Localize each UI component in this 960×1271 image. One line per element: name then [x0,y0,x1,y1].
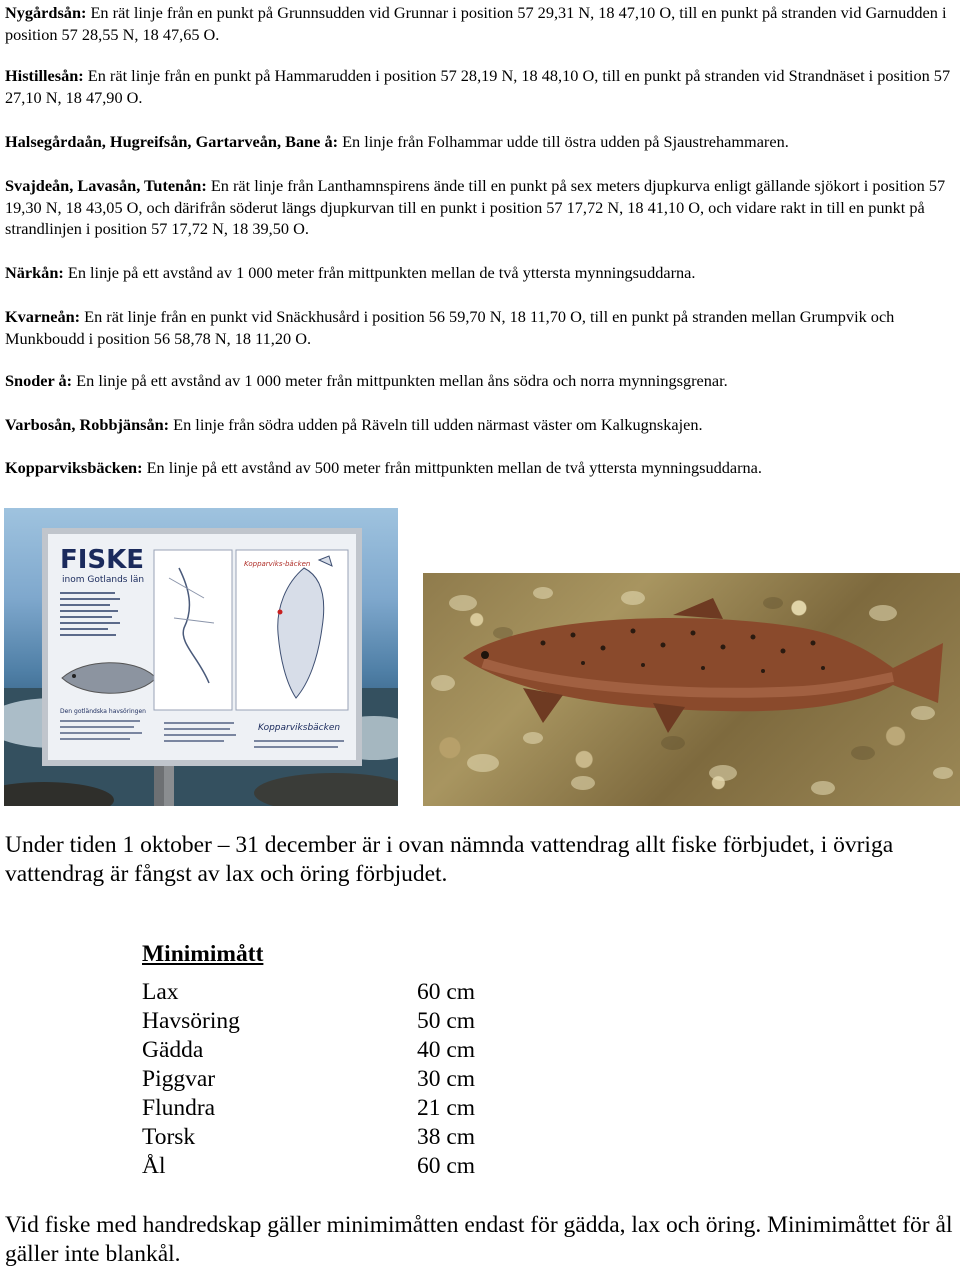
regulation-paragraph [5,2,957,45]
min-length: 21 cm [417,1095,476,1121]
river-name: Kvarneån: [5,307,81,326]
regulation-paragraph [5,306,957,349]
species: Piggvar [142,1066,216,1092]
regulation-text: En rät linje från en punkt vid Snäckhusård i position 56 59,70 N, 18 11,70 O, till en punkt på stranden mellan Grumpvik och Munkboudd i position 56 58,78 N, 18 11,20 O. [5,307,895,348]
species: Havsöring [142,1008,240,1034]
river-name: Svajdeån, Lavasån, Tutenån: [5,176,207,195]
river-name: Kopparviksbäcken: [5,458,143,477]
species: Flundra [142,1095,216,1121]
sign-photo [4,508,398,806]
regulation-text: En linje på ett avstånd av 1 000 meter från mittpunkten mellan de två yttersta mynningsuddarna. [63,263,696,282]
regulation-text: En linje från södra udden på Räveln till udden närmast väster om Kalkugnskajen. [169,415,703,434]
regulation-paragraph [5,131,957,153]
minimum-size-row [142,1094,542,1123]
river-name: Halsegårdaån, Hugreifsån, Gartarveån, Bane å: [5,132,339,151]
map-label-bottom: Kopparviksbäcken [258,723,341,733]
regulation-text: En linje på ett avstånd av 1 000 meter från mittpunkten mellan åns södra och norra mynningsgrenar. [72,371,728,390]
min-length: 38 cm [417,1124,476,1150]
regulation-text: En linje från Folhammar udde till östra udden på Sjaustrehammaren. [338,132,789,151]
sign-illustration [4,508,398,806]
regulation-paragraph [5,65,957,108]
minimum-size-row [142,1123,542,1152]
regulation-paragraph [5,175,957,240]
regulation-paragraph [5,370,957,392]
river-name: Snoder å: [5,371,73,390]
location-marker [278,610,283,615]
species: Gädda [142,1037,204,1063]
river-name: Histillesån: [5,66,84,85]
footnote: Vid fiske med handredskap gäller minimimåtten endast för gädda, lax och öring. Minimimåttet för ål gäller inte blankål. [5,1212,953,1267]
species: Torsk [142,1124,196,1150]
trout [463,598,943,733]
min-length: 50 cm [417,1008,476,1034]
species: Ål [142,1153,166,1179]
minimum-sizes-title: Minimimått [142,941,264,967]
river-name: Närkån: [5,263,64,282]
trout-photo [423,573,960,806]
trout-illustration [423,573,960,806]
season-warning: Under tiden 1 oktober – 31 december är i ovan nämnda vattendrag allt fiske förbjudet, i övriga vattendrag är fångst av lax och öring förbjudet. [5,832,894,887]
regulation-text: En rät linje från Lanthamnspirens ände till en punkt på sex meters djupkurva enligt gällande sjökort i position 57 19,30 N, 18 43,05 O, och därifrån söderut längs djupkurvan till en punkt i position 57 17,72 N, 18 41,10 O, och vidare rakt in till en punkt på strandlinjen i position 57 17,72 N, 18 39,50 O. [5,176,946,239]
river-name: Nygårdsån: [5,3,87,22]
regulation-paragraph [5,262,957,284]
regulation-paragraph [5,414,957,436]
fish-caption: Den gotländska havsöringen [60,708,146,715]
min-length: 40 cm [417,1037,476,1063]
min-length: 60 cm [417,1153,476,1179]
sign-subtitle: inom Gotlands län [62,575,145,585]
regulation-text: En rät linje från en punkt på Hammarudden i position 57 28,19 N, 18 48,10 O, till en punkt på stranden vid Strandnäset i position 57 27,10 N, 18 47,90 O. [5,66,951,107]
minimum-size-row [142,1152,542,1181]
minimum-size-row [142,1007,542,1036]
regulation-paragraph [5,457,957,479]
minimum-size-row [142,1036,542,1065]
minimum-size-row [142,978,542,1007]
minimum-size-row [142,1065,542,1094]
river-name: Varbosån, Robbjänsån: [5,415,170,434]
map-label: Kopparviks-bäcken [244,560,311,568]
sign-title: FISKE [60,545,145,575]
regulation-text: En linje på ett avstånd av 500 meter från mittpunkten mellan de två yttersta mynningsuddarna. [142,458,762,477]
min-length: 60 cm [417,979,476,1005]
min-length: 30 cm [417,1066,476,1092]
regulation-text: En rät linje från en punkt på Grunnsudden vid Grunnar i position 57 29,31 N, 18 47,10 O, till en punkt på stranden vid Garnudden i position 57 28,55 N, 18 47,65 O. [5,3,947,44]
species: Lax [142,979,179,1005]
